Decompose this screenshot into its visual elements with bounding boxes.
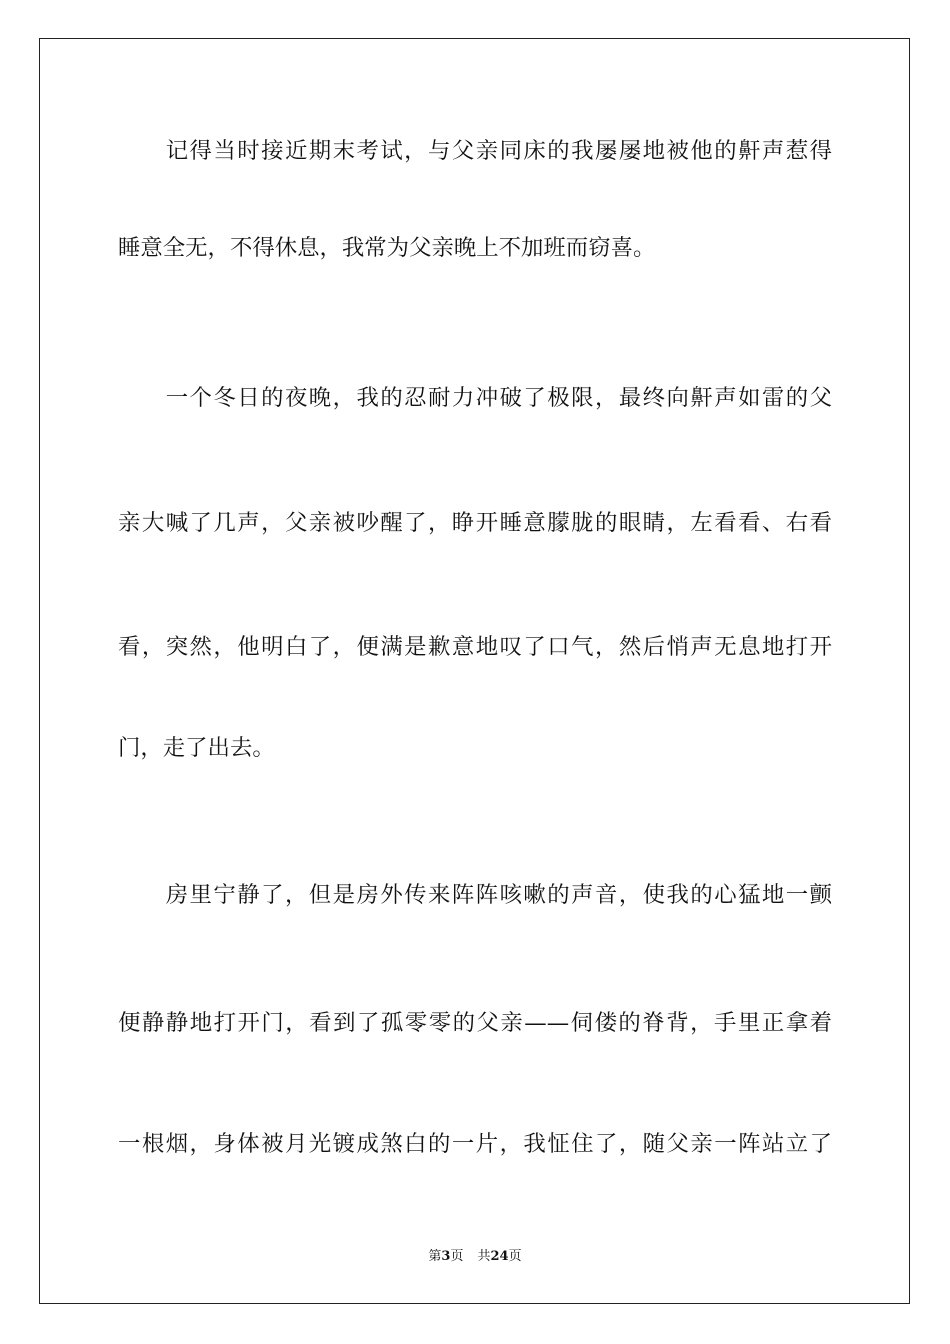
text-line: 一个冬日的夜晚，我的忍耐力冲破了极限，最终向鼾声如雷的父 — [118, 385, 832, 411]
text-line: 睡意全无，不得休息，我常为父亲晚上不加班而窃喜。 — [118, 235, 656, 261]
footer-total-prefix: 共 — [477, 1249, 491, 1264]
total-pages: 24 — [490, 1249, 509, 1264]
page-frame — [39, 38, 910, 1304]
text-line: 门，走了出去。 — [118, 735, 275, 761]
footer-total-suffix: 页 — [508, 1249, 522, 1264]
text-line: 记得当时接近期末考试，与父亲同床的我屡屡地被他的鼾声惹得 — [118, 138, 832, 164]
footer-prefix: 第 — [428, 1249, 442, 1264]
text-line: 亲大喊了几声，父亲被吵醒了，睁开睡意朦胧的眼睛，左看看、右看 — [118, 510, 832, 536]
page-footer — [0, 1248, 950, 1266]
text-line: 房里宁静了，但是房外传来阵阵咳嗽的声音，使我的心猛地一颤 — [118, 882, 832, 908]
text-line: 一根烟，身体被月光镀成煞白的一片，我怔住了，随父亲一阵站立了 — [118, 1131, 832, 1157]
page-number: 3 — [441, 1249, 451, 1264]
text-line: 便静静地打开门，看到了孤零零的父亲——伺偻的脊背，手里正拿着 — [118, 1010, 832, 1036]
text-line: 看，突然，他明白了，便满是歉意地叹了口气，然后悄声无息地打开 — [118, 634, 832, 660]
footer-page-suffix: 页 — [450, 1249, 464, 1264]
